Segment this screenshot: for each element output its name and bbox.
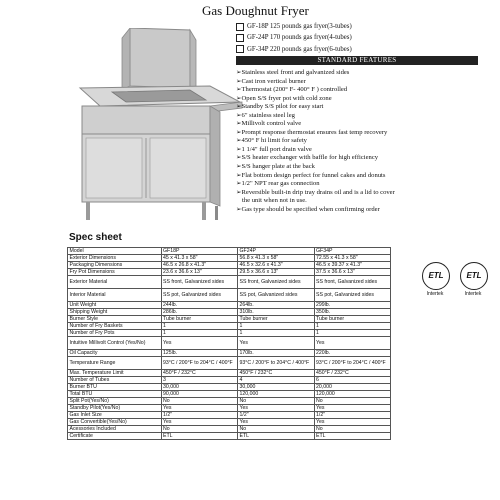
spec-row xyxy=(68,309,391,316)
model-item: GF-24P 170 pounds gas fryer(4-tubes) xyxy=(236,32,352,43)
spec-value-cell: 6 xyxy=(314,377,391,384)
features-list xyxy=(236,69,395,214)
spec-value-cell: 244lb. xyxy=(161,302,238,309)
spec-label-cell: Acessories Included xyxy=(68,426,162,433)
spec-value-cell: 1 xyxy=(161,330,238,337)
spec-value-cell: 1 xyxy=(238,330,315,337)
etl-cert-logo: ETL xyxy=(422,262,450,290)
spec-row xyxy=(68,262,391,269)
spec-label-cell: Certificate xyxy=(68,433,162,440)
spec-value-cell: 30,000 xyxy=(161,384,238,391)
spec-value-cell: Yes xyxy=(238,337,315,350)
spec-label-cell: Shipping Weight xyxy=(68,309,162,316)
spec-row xyxy=(68,412,391,419)
cert-label: Intertek xyxy=(426,291,444,297)
spec-row xyxy=(68,370,391,377)
spec-label-cell: Exterior Dimensions xyxy=(68,255,162,262)
spec-value-cell: 450°F / 232°C xyxy=(161,370,238,377)
spec-value-cell: SS pot, Galvanized sides xyxy=(238,289,315,302)
spec-header-cell: Model xyxy=(68,248,162,255)
spec-label-cell: Oil Capacity xyxy=(68,350,162,357)
checkbox-icon xyxy=(236,45,244,53)
spec-label-cell: Number of Tubes xyxy=(68,377,162,384)
spec-value-cell: 90,000 xyxy=(161,391,238,398)
checkbox-icon xyxy=(236,34,244,42)
spec-value-cell: No xyxy=(314,398,391,405)
spec-value-cell: 93°C / 200°F to 204°C / 400°F xyxy=(161,357,238,370)
spec-value-cell: 299lb. xyxy=(314,302,391,309)
spec-header-cell: GF18P xyxy=(161,248,238,255)
spec-row xyxy=(68,255,391,262)
model-item: GF-18P 125 pounds gas fryer(3-tubes) xyxy=(236,21,352,32)
spec-value-cell: 286lb. xyxy=(161,309,238,316)
feature-item: ➢Stainless steel front and galvanized sides xyxy=(236,69,350,76)
spec-value-cell: 29.5 x 36.6 x 13" xyxy=(238,269,315,276)
spec-value-cell: Yes xyxy=(161,419,238,426)
feature-item: ➢450° F hi limit for safety xyxy=(236,137,307,145)
spec-value-cell: No xyxy=(314,426,391,433)
fryer-product-image xyxy=(60,28,245,223)
spec-label-cell: Temperature Range xyxy=(68,357,162,370)
spec-row xyxy=(68,337,391,350)
cert-label: Intertek xyxy=(464,291,482,297)
spec-value-cell: No xyxy=(161,426,238,433)
spec-label-cell: Gas Convertible(Yes/No) xyxy=(68,419,162,426)
spec-value-cell: 450°F / 232°C xyxy=(314,370,391,377)
feature-item-continued: the unit when not in use. xyxy=(242,197,307,205)
etl-cert-logo: ETL xyxy=(460,262,488,290)
spec-row xyxy=(68,323,391,330)
spec-label-cell: Intuitive Millivolt Control (Yes/No) xyxy=(68,337,162,350)
spec-value-cell: 3 xyxy=(161,377,238,384)
spec-label-cell: Burner Style xyxy=(68,316,162,323)
spec-row xyxy=(68,405,391,412)
spec-value-cell: 72.55 x 41.3 x 58" xyxy=(314,255,391,262)
feature-item: ➢Gas type should be specified when confirming order xyxy=(236,205,380,213)
spec-value-cell: 23.6 x 36.6 x 13" xyxy=(161,269,238,276)
spec-sheet-title: Spec sheet xyxy=(69,232,122,243)
spec-value-cell: SS pot, Galvanized sides xyxy=(314,289,391,302)
spec-row xyxy=(68,330,391,337)
spec-value-cell: 170lb. xyxy=(238,350,315,357)
feature-item: ➢Flat bottom design perfect for funnel cakes and donuts xyxy=(236,171,386,179)
model-item: GF-34P 220 pounds gas fryer(6-tubes) xyxy=(236,44,352,55)
feature-item: ➢Reversible built-in drip tray drains oil and is a lid to cover xyxy=(236,188,395,196)
spec-row xyxy=(68,276,391,289)
spec-value-cell: No xyxy=(238,398,315,405)
spec-value-cell: SS front, Galvanized sides xyxy=(238,276,315,289)
spec-value-cell: Tube burner xyxy=(238,316,315,323)
feature-item: ➢1 1/4" full port drain valve xyxy=(236,145,312,153)
spec-row xyxy=(68,384,391,391)
spec-row xyxy=(68,398,391,405)
spec-value-cell: Yes xyxy=(161,337,238,350)
spec-value-cell: Yes xyxy=(238,405,315,412)
spec-header-cell: GF34P xyxy=(314,248,391,255)
spec-value-cell: No xyxy=(238,426,315,433)
spec-row xyxy=(68,357,391,370)
spec-value-cell: SS front, Galvanized sides xyxy=(314,276,391,289)
spec-label-cell: Max. Temperature Limit xyxy=(68,370,162,377)
spec-row xyxy=(68,377,391,384)
spec-value-cell: 30,000 xyxy=(238,384,315,391)
spec-value-cell: Yes xyxy=(314,405,391,412)
spec-value-cell: Tube burner xyxy=(314,316,391,323)
spec-label-cell: Number of Fry Pots xyxy=(68,330,162,337)
feature-item: ➢Prompt response thermostat ensures fast temp recovery xyxy=(236,128,388,136)
spec-label-cell: Gas Inlet Size xyxy=(68,412,162,419)
spec-value-cell: 46.5 x 32.6 x 41.3" xyxy=(238,262,315,269)
page-title: Gas Doughnut Fryer xyxy=(202,3,309,18)
feature-item: ➢Open S/S fryer pot with cold zone xyxy=(236,94,332,102)
spec-value-cell: 120,000 xyxy=(314,391,391,398)
feature-item: ➢S/S heater exchanger with baffle for high efficiency xyxy=(236,154,379,162)
spec-value-cell: Tube burner xyxy=(161,316,238,323)
spec-value-cell: 310lb. xyxy=(238,309,315,316)
spec-value-cell: Yes xyxy=(314,337,391,350)
spec-row xyxy=(68,302,391,309)
spec-value-cell: ETL xyxy=(238,433,315,440)
spec-value-cell: ETL xyxy=(314,433,391,440)
spec-value-cell: 1 xyxy=(314,323,391,330)
spec-row xyxy=(68,316,391,323)
feature-item: ➢6" stainless steel leg xyxy=(236,111,295,119)
spec-value-cell: 1 xyxy=(161,323,238,330)
spec-value-cell: 1/2" xyxy=(314,412,391,419)
spec-row xyxy=(68,426,391,433)
spec-row xyxy=(68,350,391,357)
spec-label-cell: Fry Pot Dimensions xyxy=(68,269,162,276)
spec-row xyxy=(68,391,391,398)
spec-value-cell: SS pot, Galvanized sides xyxy=(161,289,238,302)
spec-value-cell: 1/2" xyxy=(238,412,315,419)
spec-value-cell: 220lb. xyxy=(314,350,391,357)
spec-value-cell: No xyxy=(161,398,238,405)
spec-label-cell: Interior Material xyxy=(68,289,162,302)
spec-value-cell: 56.8 x 41.3 x 58" xyxy=(238,255,315,262)
feature-item: ➢Thermostat (200° F- 400° F ) controlled xyxy=(236,86,348,94)
spec-value-cell: 46.5 x 39.37 x 41.3" xyxy=(314,262,391,269)
spec-label-cell: Unit Weight xyxy=(68,302,162,309)
spec-row xyxy=(68,419,391,426)
spec-header-row xyxy=(68,248,391,255)
spec-value-cell: 93°C / 200°F to 204°C / 400°F xyxy=(314,357,391,370)
spec-row xyxy=(68,289,391,302)
spec-label-cell: Standby Pilot(Yes/No) xyxy=(68,405,162,412)
feature-item: ➢S/S hanger plate at the back xyxy=(236,163,315,171)
spec-value-cell: Yes xyxy=(238,419,315,426)
spec-row xyxy=(68,433,391,440)
spec-label-cell: Burner BTU xyxy=(68,384,162,391)
model-list xyxy=(236,21,352,55)
spec-value-cell: 1/2" xyxy=(161,412,238,419)
spec-value-cell: 37.5 x 36.6 x 13" xyxy=(314,269,391,276)
spec-value-cell: 45 x 41.3 x 58" xyxy=(161,255,238,262)
spec-table xyxy=(67,247,391,440)
spec-value-cell: Yes xyxy=(314,419,391,426)
spec-value-cell: 93°C / 200°F to 204°C / 400°F xyxy=(238,357,315,370)
checkbox-icon xyxy=(236,23,244,31)
spec-label-cell: Exterior Material xyxy=(68,276,162,289)
spec-value-cell: 350lb. xyxy=(314,309,391,316)
spec-value-cell: ETL xyxy=(161,433,238,440)
features-heading: STANDARD FEATURES xyxy=(236,56,478,65)
feature-item: ➢Cast iron vertical burner xyxy=(236,77,306,85)
spec-value-cell: 1 xyxy=(238,323,315,330)
feature-item: ➢Standby S/S pilot for easy start xyxy=(236,103,324,111)
spec-row xyxy=(68,269,391,276)
spec-value-cell: 20,000 xyxy=(314,384,391,391)
spec-label-cell: Split Pot(Yes/No) xyxy=(68,398,162,405)
spec-header-cell: GF24P xyxy=(238,248,315,255)
spec-value-cell: 264lb. xyxy=(238,302,315,309)
spec-label-cell: Packaging Dimensions xyxy=(68,262,162,269)
spec-label-cell: Total BTU xyxy=(68,391,162,398)
feature-item: ➢Millivolt control valve xyxy=(236,120,302,128)
spec-value-cell: 4 xyxy=(238,377,315,384)
spec-value-cell: 46.5 x 26.8 x 41.3" xyxy=(161,262,238,269)
feature-item: ➢1/2" NPT rear gas connection xyxy=(236,180,320,188)
spec-value-cell: 450°F / 232°C xyxy=(238,370,315,377)
spec-value-cell: Yes xyxy=(161,405,238,412)
spec-value-cell: 1 xyxy=(314,330,391,337)
spec-label-cell: Number of Fry Baskets xyxy=(68,323,162,330)
spec-value-cell: 125lb. xyxy=(161,350,238,357)
spec-value-cell: SS front, Galvanized sides xyxy=(161,276,238,289)
spec-value-cell: 120,000 xyxy=(238,391,315,398)
